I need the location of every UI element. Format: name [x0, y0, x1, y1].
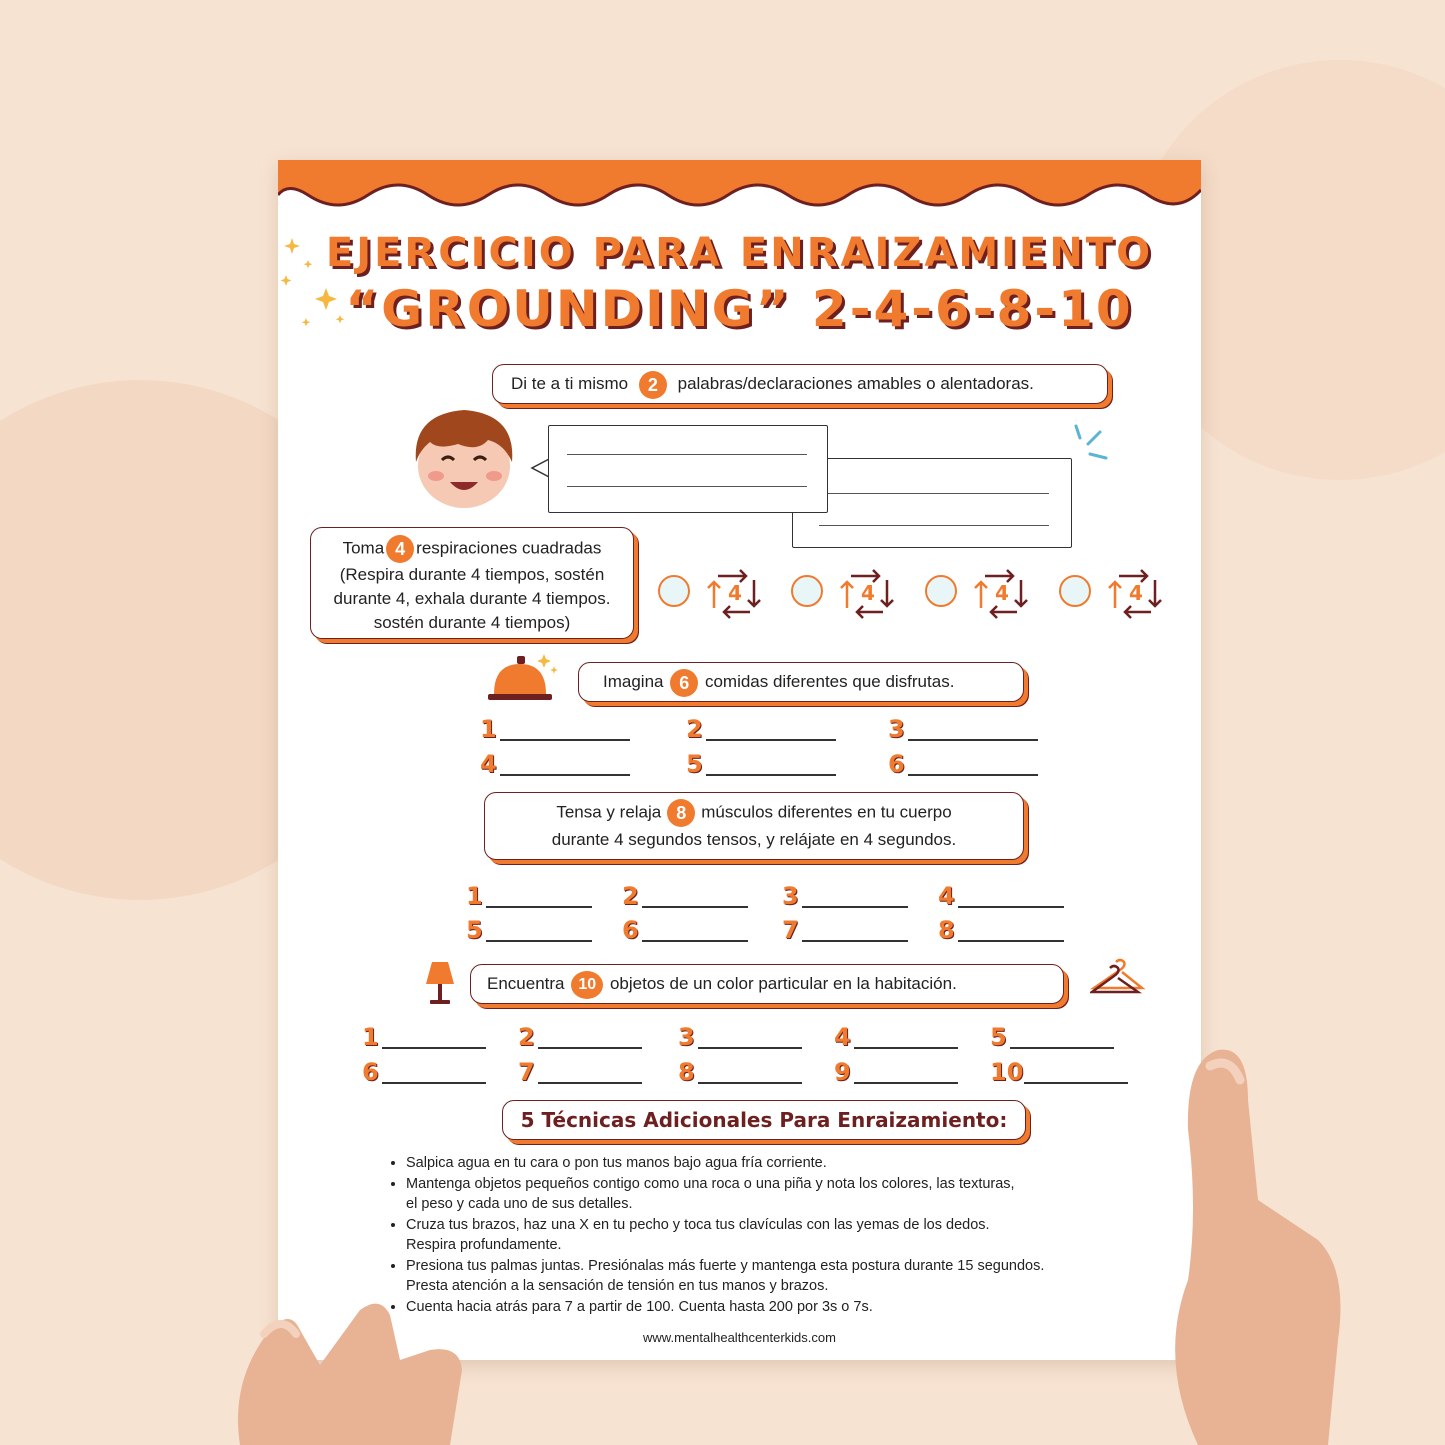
muscle-slot-blank[interactable] — [486, 940, 592, 942]
hanger-icon — [1090, 956, 1148, 998]
object-slot-number: 10 — [990, 1058, 1024, 1086]
breath-checkbox[interactable] — [1059, 575, 1091, 607]
step-2-after: palabras/declaraciones amables o alentadoras. — [677, 374, 1034, 393]
step-4-line-1: respiraciones cuadradas — [416, 538, 602, 558]
object-slot-blank[interactable] — [538, 1082, 642, 1084]
muscle-slot-number: 7 — [782, 916, 799, 944]
food-slot-blank[interactable] — [706, 739, 836, 741]
food-slot-number: 4 — [480, 750, 497, 778]
lamp-icon — [420, 958, 460, 1006]
title-line-1: EJERCICIO PARA ENRAIZAMIENTO — [325, 230, 1154, 276]
box-breathing-label: 4 — [995, 581, 1009, 605]
food-slot-number: 3 — [888, 715, 905, 743]
step-4-before: Toma — [342, 538, 385, 558]
muscle-slot-blank[interactable] — [642, 906, 748, 908]
title-line-2: “GROUNDING” 2-4-6-8-10 — [345, 280, 1134, 338]
muscle-slot-blank[interactable] — [958, 906, 1064, 908]
breath-checkbox[interactable] — [925, 575, 957, 607]
step-6-instruction — [578, 662, 1024, 702]
box-breathing-label: 4 — [728, 581, 742, 605]
object-slot-number: 7 — [518, 1058, 535, 1086]
step-8-after: músculos diferentes en tu cuerpo — [701, 802, 952, 822]
technique-text: Cuenta hacia atrás para 7 a partir de 100. Cuenta hasta 200 por 3s o 7s. — [406, 1298, 873, 1315]
worksheet-page — [278, 160, 1201, 1360]
object-slot-number: 3 — [678, 1023, 695, 1051]
techniques-list — [384, 1153, 1174, 1317]
step-4-instruction — [310, 527, 634, 639]
technique-text-cont: el peso y cada uno de sus detalles. — [406, 1196, 633, 1212]
breath-checkbox[interactable] — [791, 575, 823, 607]
food-slot-number: 5 — [686, 750, 703, 778]
wavy-header-band — [278, 160, 1201, 220]
emphasis-lines-icon — [1070, 422, 1110, 466]
boy-face-icon — [408, 404, 520, 510]
cloche-icon — [484, 650, 562, 706]
muscle-slot-blank[interactable] — [802, 906, 908, 908]
step-2-badge: 2 — [639, 371, 667, 399]
food-slot-number: 1 — [480, 715, 497, 743]
muscle-slot-number: 5 — [466, 916, 483, 944]
food-slot-blank[interactable] — [500, 774, 630, 776]
step-8-badge: 8 — [667, 799, 695, 827]
technique-text-cont: Presta atención a la sensación de tensión en tus manos y brazos. — [406, 1278, 829, 1294]
object-slot-number: 4 — [834, 1023, 851, 1051]
object-slot-number: 1 — [362, 1023, 379, 1051]
object-slot-number: 9 — [834, 1058, 851, 1086]
step-4-line-3: durante 4, exhala durante 4 tiempos. — [333, 589, 611, 608]
step-2-before: Di te a ti mismo — [511, 374, 629, 393]
food-slot-number: 6 — [888, 750, 905, 778]
muscle-slot-blank[interactable] — [642, 940, 748, 942]
muscle-slot-number: 4 — [938, 882, 955, 910]
object-slot-blank[interactable] — [382, 1082, 486, 1084]
step-4-line-4: sostén durante 4 tiempos) — [373, 613, 571, 632]
object-slot-number: 2 — [518, 1023, 535, 1051]
speech-bubble-1[interactable] — [548, 425, 828, 513]
muscle-slot-number: 8 — [938, 916, 955, 944]
muscle-slot-blank[interactable] — [958, 940, 1064, 942]
step-8-line-2: durante 4 segundos tensos, y relájate en 4 segundos. — [551, 830, 957, 849]
technique-item — [406, 1174, 1174, 1215]
box-breathing-icon — [839, 562, 897, 620]
muscle-slot-number: 6 — [622, 916, 639, 944]
object-slot-number: 8 — [678, 1058, 695, 1086]
breath-checkbox[interactable] — [658, 575, 690, 607]
step-8-before: Tensa y relaja — [556, 802, 662, 822]
technique-item — [406, 1256, 1174, 1297]
food-slot-blank[interactable] — [908, 774, 1038, 776]
step-10-instruction — [470, 964, 1064, 1004]
object-slot-number: 6 — [362, 1058, 379, 1086]
step-6-before: Imagina — [603, 672, 664, 691]
object-slot-number: 5 — [990, 1023, 1007, 1051]
muscle-slot-blank[interactable] — [802, 940, 908, 942]
muscle-slot-number: 1 — [466, 882, 483, 910]
right-hand — [1118, 1040, 1358, 1445]
step-6-badge: 6 — [670, 669, 698, 697]
object-slot-blank[interactable] — [698, 1082, 802, 1084]
step-4-badge: 4 — [386, 535, 414, 563]
object-slot-blank[interactable] — [854, 1082, 958, 1084]
step-10-after: objetos de un color particular en la habitación. — [609, 974, 957, 993]
step-4-line-2: (Respira durante 4 tiempos, sostén — [339, 565, 605, 584]
techniques-heading-box — [502, 1100, 1026, 1140]
speech-bubble-2 — [792, 458, 1072, 548]
left-hand — [200, 1290, 500, 1445]
box-breathing-label: 4 — [1129, 581, 1143, 605]
box-breathing-icon — [706, 562, 764, 620]
technique-text: Salpica agua en tu cara o pon tus manos bajo agua fría corriente. — [406, 1155, 827, 1171]
object-slot-blank[interactable] — [698, 1047, 802, 1049]
technique-text-cont: Respira profundamente. — [406, 1237, 562, 1253]
muscle-slot-number: 3 — [782, 882, 799, 910]
muscle-slot-number: 2 — [622, 882, 639, 910]
step-10-badge: 10 — [571, 971, 603, 999]
step-8-instruction — [484, 792, 1024, 860]
technique-item — [406, 1215, 1174, 1256]
technique-item — [406, 1297, 1174, 1318]
box-breathing-icon — [973, 562, 1031, 620]
object-slot-blank[interactable] — [538, 1047, 642, 1049]
box-breathing-label: 4 — [861, 581, 875, 605]
step-6-after: comidas diferentes que disfrutas. — [704, 672, 955, 691]
object-slot-blank[interactable] — [1024, 1082, 1128, 1084]
muscle-slot-blank[interactable] — [486, 906, 592, 908]
footer-url: www.mentalhealthcenterkids.com — [643, 1330, 836, 1345]
food-slot-blank[interactable] — [908, 739, 1038, 741]
technique-text: Mantenga objetos pequeños contigo como una roca o una piña y nota los colores, las texturas, — [406, 1175, 1015, 1192]
techniques-heading: 5 Técnicas Adicionales Para Enraizamiento: — [520, 1108, 1008, 1132]
step-2-instruction — [492, 364, 1108, 404]
step-10-before: Encuentra — [487, 974, 565, 993]
food-slot-number: 2 — [686, 715, 703, 743]
technique-text: Cruza tus brazos, haz una X en tu pecho y toca tus clavículas con las yemas de los dedos. — [406, 1216, 990, 1233]
box-breathing-icon — [1107, 562, 1165, 620]
technique-item — [406, 1153, 1174, 1174]
technique-text: Presiona tus palmas juntas. Presiónalas más fuerte y mantenga esta postura durante 15 segundos. — [406, 1257, 1045, 1274]
food-slot-blank[interactable] — [500, 739, 630, 741]
object-slot-blank[interactable] — [1010, 1047, 1114, 1049]
object-slot-blank[interactable] — [382, 1047, 486, 1049]
food-slot-blank[interactable] — [706, 774, 836, 776]
object-slot-blank[interactable] — [854, 1047, 958, 1049]
